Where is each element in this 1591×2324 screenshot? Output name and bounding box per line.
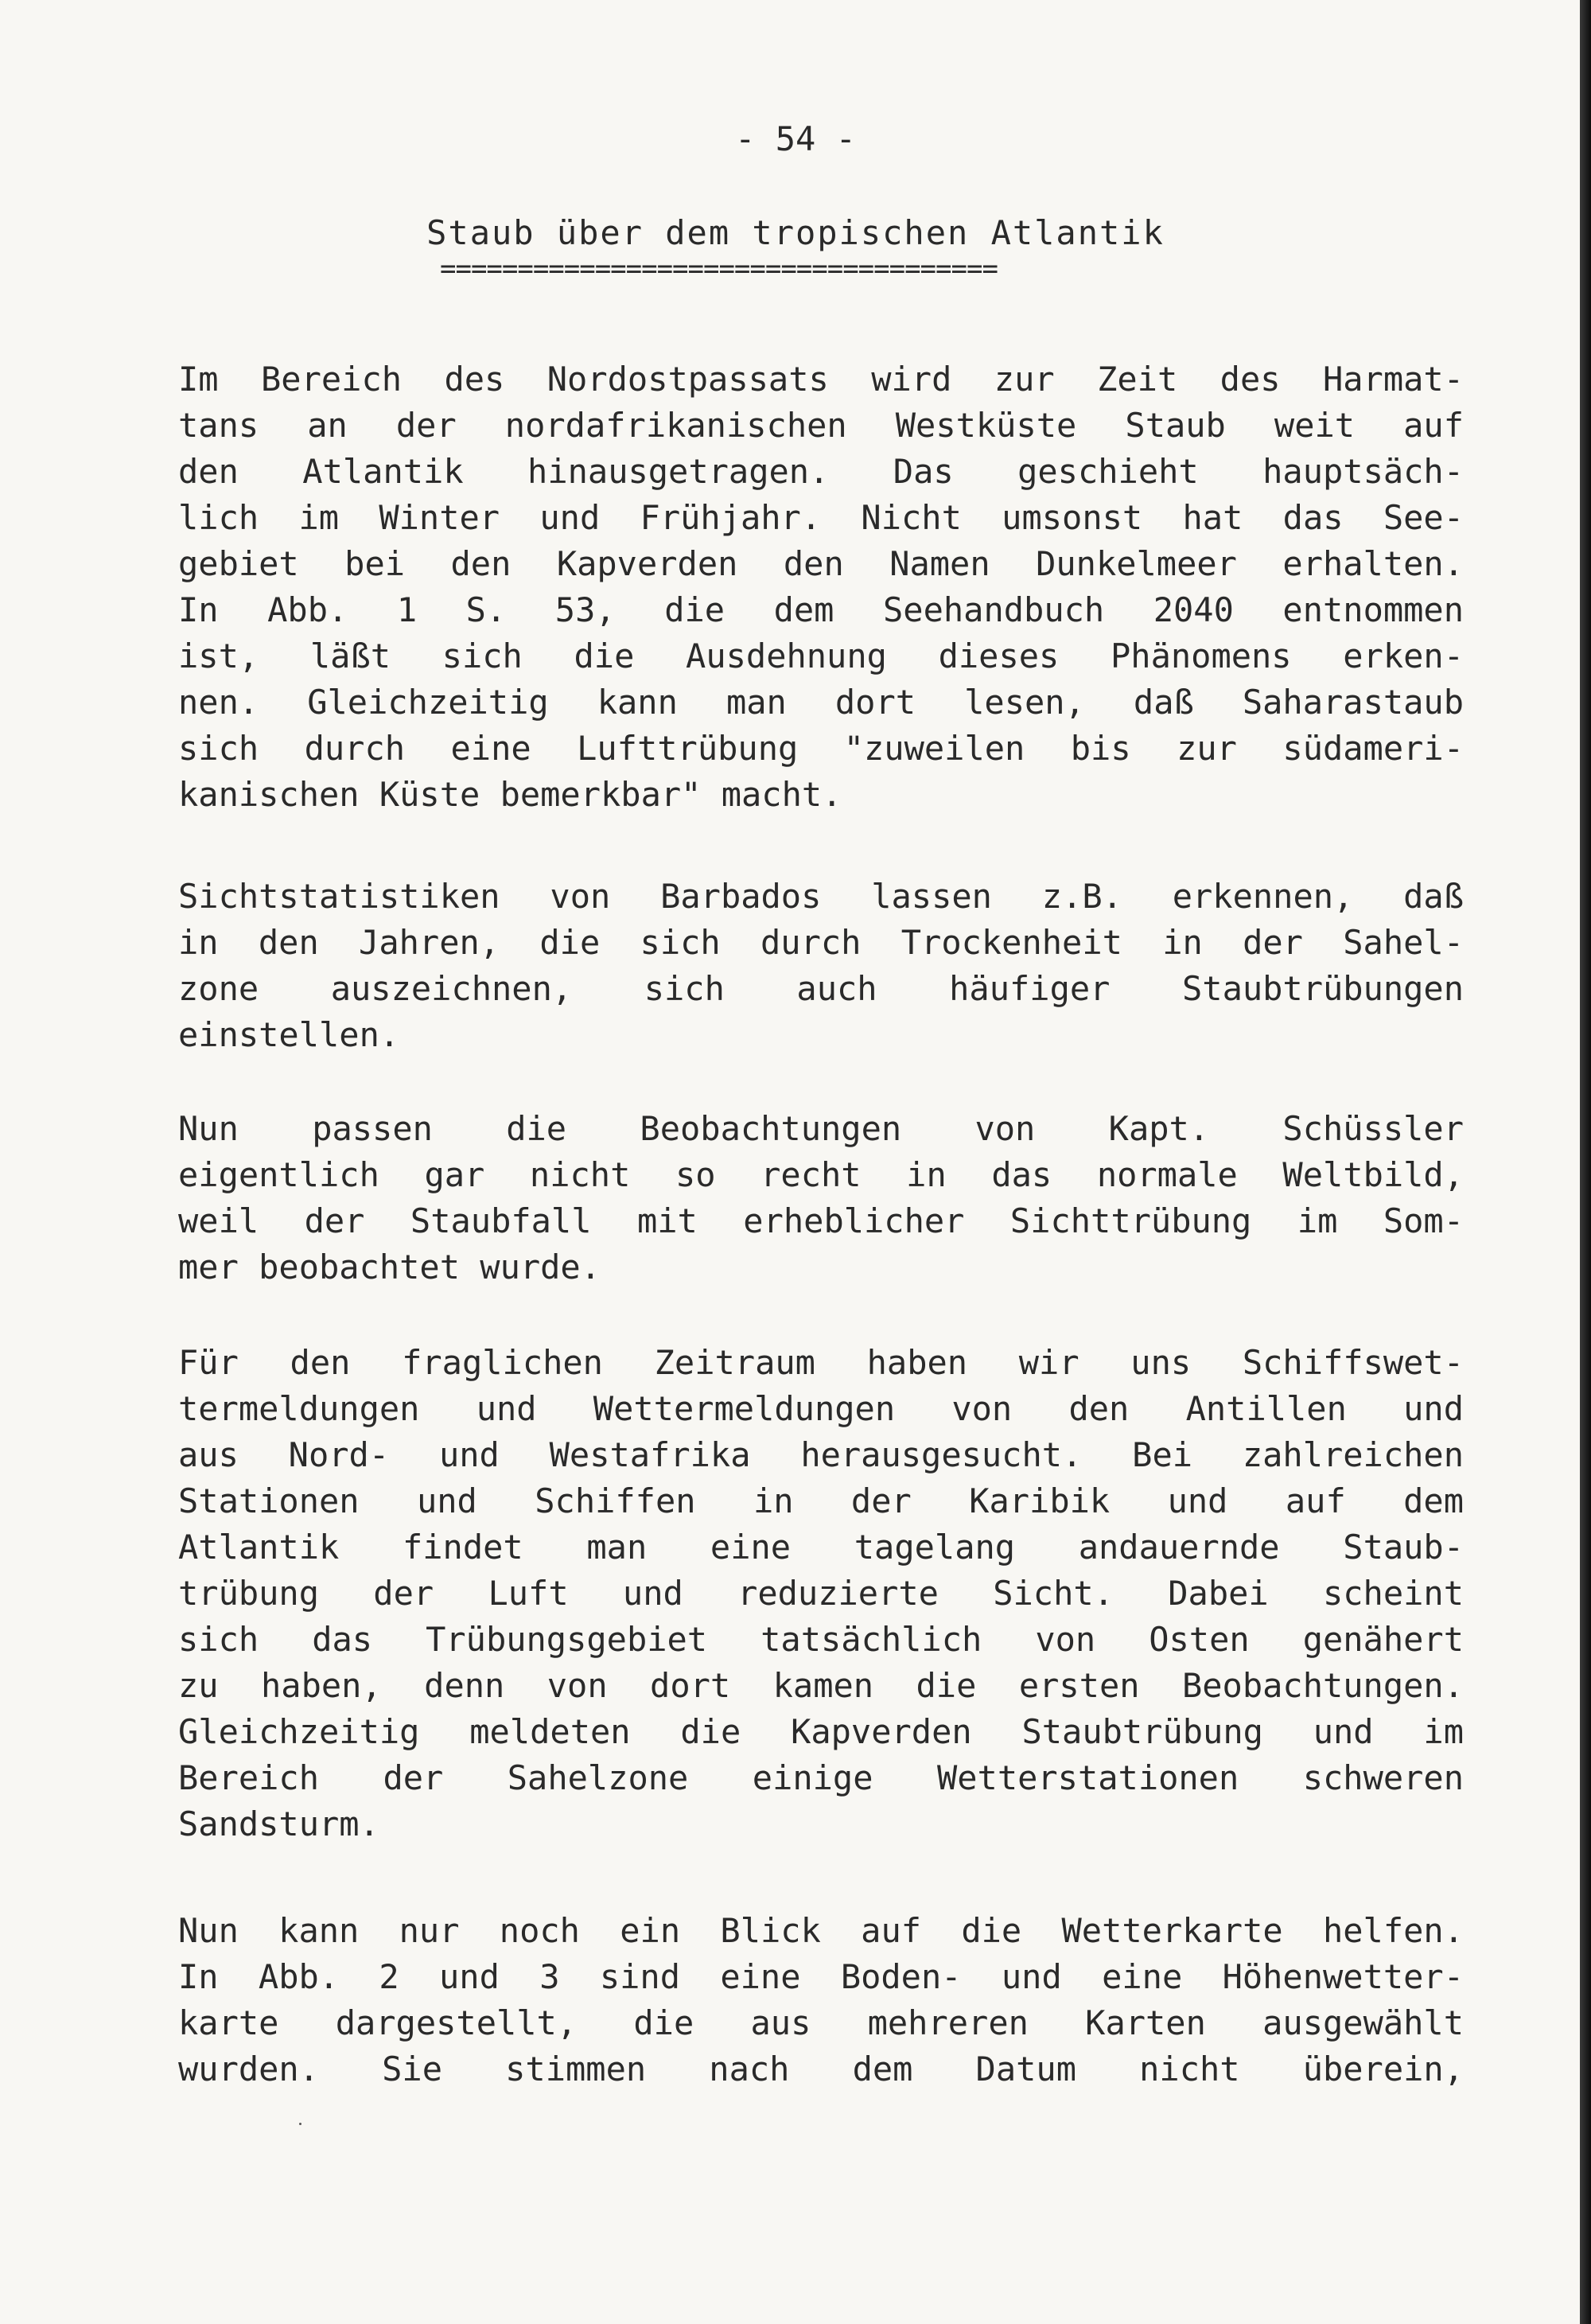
paragraph-4-line: Bereich der Sahelzone einige Wetterstationen schweren [178,1758,1464,1797]
paragraph-5-line: In Abb. 2 und 3 sind eine Boden- und eine Höhenwetter- [178,1957,1464,1996]
scan-speck [299,2123,301,2125]
paragraph-4-line: Sandsturm. [178,1804,379,1843]
paragraph-2-line: in den Jahren, die sich durch Trockenheit in der Sahel- [178,923,1464,962]
paragraph-4-line: trübung der Luft und reduzierte Sicht. Dabei scheint [178,1574,1464,1613]
paragraph-3-line: eigentlich gar nicht so recht in das normale Weltbild, [178,1155,1464,1194]
paragraph-1-line: lich im Winter und Frühjahr. Nicht umsonst hat das See- [178,498,1464,537]
paragraph-1-line: tans an der nordafrikanischen Westküste Staub weit auf [178,406,1464,445]
scan-border [1580,0,1591,2324]
paragraph-5-line: karte dargestellt, die aus mehreren Karten ausgewählt [178,2003,1464,2042]
paragraph-1-line: sich durch eine Lufttrübung "zuweilen bis zur südameri- [178,729,1464,768]
paragraph-4-line: zu haben, denn von dort kamen die ersten Beobachtungen. [178,1666,1464,1705]
paragraph-4-line: Für den fraglichen Zeitraum haben wir uns Schiffswet- [178,1343,1464,1382]
title-underline: ==================================== [440,253,998,285]
paragraph-1-line: kanischen Küste bemerkbar" macht. [178,775,842,814]
paragraph-3-line: weil der Staubfall mit erheblicher Sichttrübung im Som- [178,1201,1464,1240]
paragraph-4-line: termeldungen und Wettermeldungen von den Antillen und [178,1389,1464,1428]
paragraph-3-line: mer beobachtet wurde. [178,1248,601,1287]
paragraph-2-line: Sichtstatistiken von Barbados lassen z.B. erkennen, daß [178,877,1464,916]
paragraph-2-line: zone auszeichnen, sich auch häufiger Staubtrübungen [178,969,1464,1008]
paragraph-5-line: wurden. Sie stimmen nach dem Datum nicht überein, [178,2050,1464,2088]
paragraph-4-line: aus Nord- und Westafrika herausgesucht. Bei zahlreichen [178,1435,1464,1474]
paragraph-4-line: Atlantik findet man eine tagelang andauernde Staub- [178,1528,1464,1567]
page-number: - 54 - [735,119,856,158]
paragraph-4-line: sich das Trübungsgebiet tatsächlich von Osten genähert [178,1620,1464,1659]
paragraph-1-line: gebiet bei den Kapverden den Namen Dunkelmeer erhalten. [178,544,1464,583]
paragraph-2-line: einstellen. [178,1015,400,1054]
paragraph-1-line: In Abb. 1 S. 53, die dem Seehandbuch 2040 entnommen [178,590,1464,629]
paragraph-4-line: Stationen und Schiffen in der Karibik und auf dem [178,1481,1464,1520]
paragraph-1-line: nen. Gleichzeitig kann man dort lesen, daß Saharastaub [178,683,1464,722]
page-title: Staub über dem tropischen Atlantik [426,213,1165,252]
paragraph-1-line: Im Bereich des Nordostpassats wird zur Zeit des Harmat- [178,360,1464,399]
paragraph-3-line: Nun passen die Beobachtungen von Kapt. Schüssler [178,1109,1464,1148]
paragraph-1-line: ist, läßt sich die Ausdehnung dieses Phänomens erken- [178,636,1464,675]
paragraph-1-line: den Atlantik hinausgetragen. Das geschieht hauptsäch- [178,452,1464,491]
paragraph-5-line: Nun kann nur noch ein Blick auf die Wetterkarte helfen. [178,1911,1464,1950]
paragraph-4-line: Gleichzeitig meldeten die Kapverden Staubtrübung und im [178,1712,1464,1751]
